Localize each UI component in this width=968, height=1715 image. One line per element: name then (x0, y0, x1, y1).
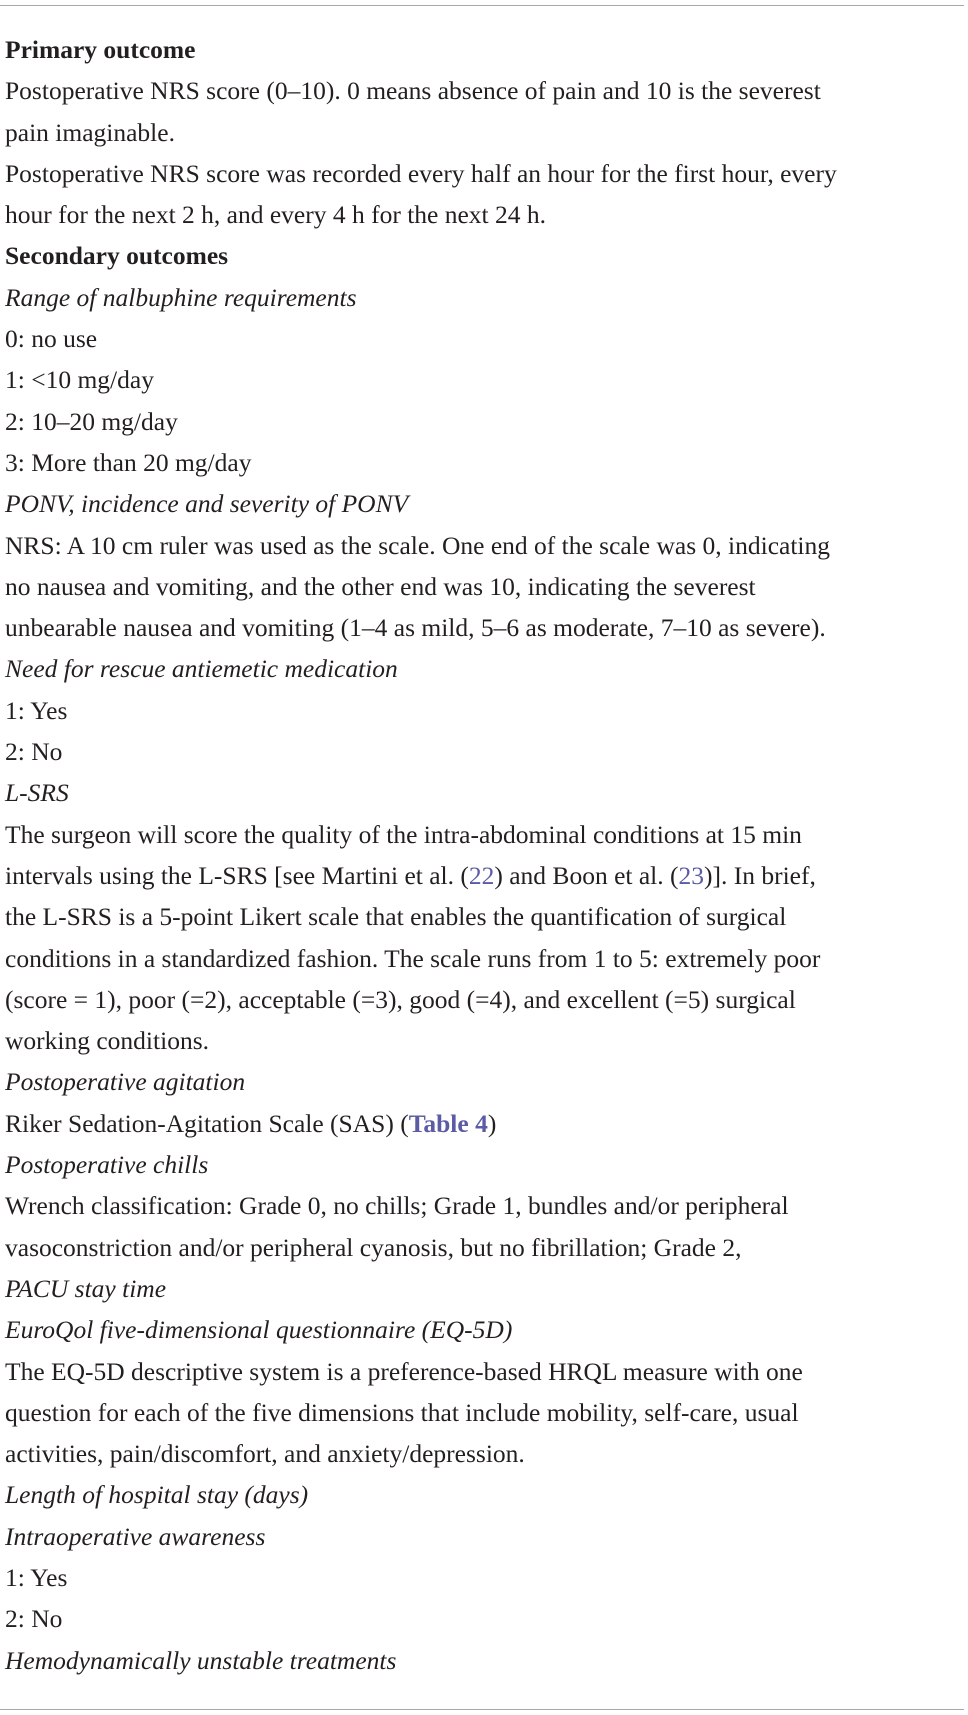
eq-5d-description-line: question for each of the five dimensions that include mobility, self-care, usual (5, 1397, 799, 1427)
list-item: 1: Yes (5, 1562, 68, 1592)
list-item: 2: 10–20 mg/day (5, 406, 178, 436)
secondary-outcomes-heading: Secondary outcomes (5, 241, 229, 271)
nrs-recording-schedule-line: hour for the next 2 h, and every 4 h for the next 24 h. (5, 200, 547, 230)
l-srs-text-segment: )]. In brief, (704, 860, 816, 890)
reference-link-23[interactable]: 23 (678, 860, 704, 890)
l-srs-text-segment: ) and Boon et al. ( (494, 860, 679, 890)
top-rule (0, 5, 964, 6)
hemodynamic-treatments-subheading: Hemodynamically unstable treatments (5, 1645, 397, 1675)
list-item: 3: More than 20 mg/day (5, 447, 252, 477)
ponv-subheading: PONV, incidence and severity of PONV (5, 489, 409, 519)
nrs-score-definition-line: pain imaginable. (5, 117, 175, 147)
table-4-link[interactable]: Table 4 (408, 1108, 488, 1138)
list-item: 0: no use (5, 324, 98, 354)
l-srs-description-line: conditions in a standardized fashion. The scale runs from 1 to 5: extremely poor (5, 943, 821, 973)
nalbuphine-subheading: Range of nalbuphine requirements (5, 282, 357, 312)
list-item: 1: Yes (5, 695, 68, 725)
reference-link-22[interactable]: 22 (468, 860, 495, 890)
primary-outcome-heading: Primary outcome (5, 35, 196, 64)
rescue-antiemetic-subheading: Need for rescue antiemetic medication (5, 654, 398, 684)
hospital-stay-subheading: Length of hospital stay (days) (5, 1480, 309, 1510)
l-srs-subheading: L-SRS (5, 778, 69, 808)
list-item: 2: No (5, 737, 63, 767)
pacu-stay-subheading: PACU stay time (5, 1273, 167, 1303)
l-srs-text-segment: intervals using the L-SRS [see Martini et al. ( (5, 860, 469, 890)
list-item: 2: No (5, 1604, 63, 1634)
l-srs-description-line: The surgeon will score the quality of the intra-abdominal conditions at 15 min (5, 819, 802, 849)
ponv-nrs-description-line: no nausea and vomiting, and the other end was 10, indicating the severest (5, 571, 756, 601)
wrench-classification-line: Wrench classification: Grade 0, no chills; Grade 1, bundles and/or peripheral (5, 1191, 789, 1221)
l-srs-description-line: working conditions. (5, 1026, 209, 1056)
l-srs-description-line (5, 855, 963, 896)
l-srs-description-line: (score = 1), poor (=2), acceptable (=3), good (=4), and excellent (=5) surgical (5, 984, 796, 1014)
ponv-nrs-description-line: NRS: A 10 cm ruler was used as the scale. One end of the scale was 0, indicating (5, 530, 831, 560)
eq-5d-subheading: EuroQol five-dimensional questionnaire (EQ-5D) (5, 1315, 513, 1345)
list-item: 1: <10 mg/day (5, 365, 154, 395)
l-srs-description-line: the L-SRS is a 5-point Likert scale that enables the quantification of surgical (5, 902, 787, 932)
wrench-classification-line: vasoconstriction and/or peripheral cyanosis, but no fibrillation; Grade 2, (5, 1232, 742, 1262)
sas-line (5, 1103, 963, 1144)
ponv-nrs-description-line: unbearable nausea and vomiting (1–4 as mild, 5–6 as moderate, 7–10 as severe). (5, 613, 826, 643)
postoperative-chills-subheading: Postoperative chills (5, 1150, 209, 1180)
nrs-score-definition-line: Postoperative NRS score (0–10). 0 means absence of pain and 10 is the severest (5, 76, 821, 106)
bottom-rule (0, 1709, 964, 1710)
table-body (5, 29, 963, 1681)
eq-5d-description-line: The EQ-5D descriptive system is a preference-based HRQL measure with one (5, 1356, 803, 1386)
sas-text-segment: Riker Sedation-Agitation Scale (SAS) ( (5, 1108, 409, 1138)
nrs-recording-schedule-line: Postoperative NRS score was recorded every half an hour for the first hour, every (5, 158, 837, 188)
eq-5d-description-line: activities, pain/discomfort, and anxiety/depression. (5, 1439, 525, 1469)
sas-text-segment: ) (487, 1108, 497, 1138)
postoperative-agitation-subheading: Postoperative agitation (5, 1067, 246, 1097)
intraoperative-awareness-subheading: Intraoperative awareness (5, 1521, 266, 1551)
